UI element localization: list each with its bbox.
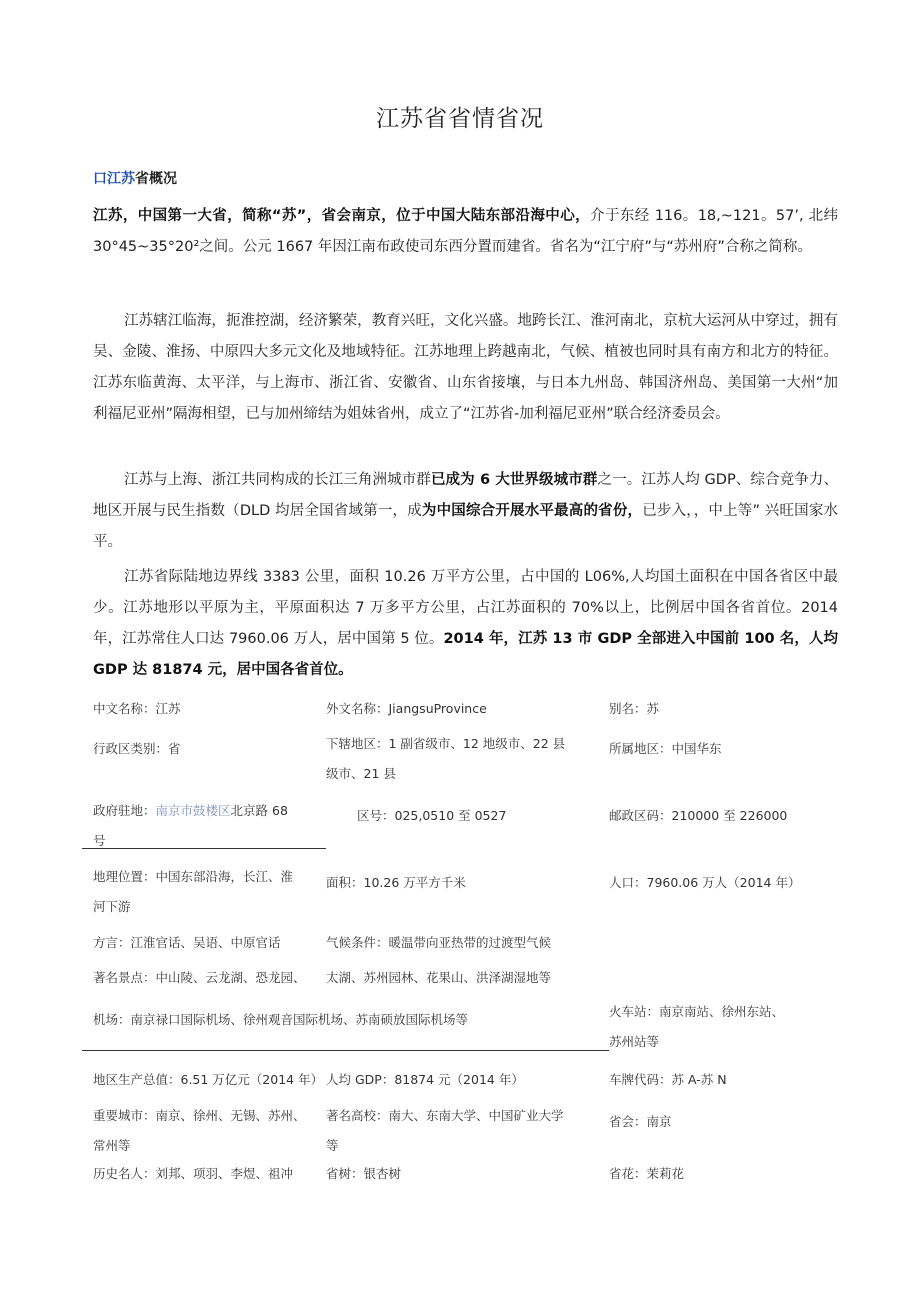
economy-d: 为中国综合开展水平最高的省份，	[421, 503, 643, 519]
gov-seat-rest: 北京路 68	[230, 803, 288, 818]
info-climate: 气候条件：暖温带向亚热带的过渡型气候	[326, 935, 552, 950]
gov-seat-label: 政府驻地：	[93, 803, 156, 818]
info-gov-seat-line2: 号	[93, 833, 106, 848]
paragraph-economy	[93, 465, 838, 558]
info-universities-2: 等	[326, 1138, 339, 1153]
info-figures: 历史名人：刘邦、项羽、李煜、祖冲	[93, 1166, 294, 1181]
info-alias: 别名：苏	[609, 701, 660, 716]
info-capital: 省会：南京	[609, 1114, 672, 1129]
intro-rest: 介于东经 116。18,~121。57’, 北纬 30°45~35°20²之间。公元 1667 年因江南布政使司东西分置而建省。省名为“江宁府”与“苏州府”合称之简称。	[93, 208, 838, 255]
paragraph-intro	[93, 201, 838, 263]
info-foreign-name: 外文名称：JiangsuProvince	[326, 701, 487, 716]
economy-c: 之一。江苏人均 GDP、综合竞争力、地区开展与民生指数（DLD 均居全国省域第一，成	[93, 472, 839, 519]
info-location-2: 河下游	[93, 899, 131, 914]
section-heading-prefix: 口江苏	[93, 171, 135, 187]
info-plate-code: 车牌代码：苏 A-苏 N	[609, 1072, 727, 1087]
info-area: 面积：10.26 万平方千米	[326, 875, 466, 890]
info-gdp: 地区生产总值：6.51 万亿元（2014 年）	[93, 1072, 324, 1087]
info-cities-2: 常州等	[93, 1138, 131, 1153]
paragraph-geography: 江苏辖江临海，扼淮控湖，经济繁荣，教育兴旺，文化兴盛。地跨长江、淮河南北，京杭大运河从中穿过，拥有吴、金陵、淮扬、中原四大多元文化及地域特征。江苏地理上跨越南北，气候、植被也同时具有南方和北方的特征。江苏东临黄海、太平洋，与上海市、浙江省、安徽省、山东省接壤，与日本九州岛、韩国济州岛、美国第一大州“加利福尼亚州”隔海相望，已与加州缔结为姐妹省州，成立了“江苏省-加利福尼亚州”联合经济委员会。	[93, 313, 838, 422]
intro-bold: 江苏，中国第一大省，简称“苏”，省会南京，位于中国大陆东部沿海中心，	[93, 208, 591, 224]
info-universities-1: 著名高校：南大、东南大学、中国矿业大学	[326, 1108, 564, 1123]
info-railway-1: 火车站：南京南站、徐州东站、	[609, 1004, 785, 1019]
info-sub-districts-2: 级市、21 县	[326, 766, 396, 781]
info-attractions-1: 著名景点：中山陵、云龙湖、恐龙园、	[93, 970, 306, 985]
page-title: 江苏省省情省况	[376, 106, 544, 132]
info-dialects: 方言：江淮官话、吴语、中原官话	[93, 935, 281, 950]
section-heading-suffix: 省概况	[135, 171, 177, 187]
economy-b: 已成为 6 大世界级城市群	[430, 472, 598, 488]
info-sub-districts-1: 下辖地区：1 副省级市、12 地级市、22 县	[326, 736, 566, 751]
info-area-code: 区号：025,0510 至 0527	[357, 808, 507, 823]
info-chinese-name: 中文名称：江苏	[93, 701, 181, 716]
info-airports: 机场：南京禄口国际机场、徐州观音国际机场、苏南硕放国际机场等	[93, 1012, 469, 1027]
info-population: 人口：7960.06 万人（2014 年）	[609, 875, 801, 890]
table-rule	[82, 848, 326, 849]
info-tree: 省树：银杏树	[326, 1166, 402, 1181]
info-gdp-per-capita: 人均 GDP：81874 元（2014 年）	[326, 1072, 524, 1087]
territory-a: 江苏省际陆地边界线 3383 公里，面积 10.26 万平方公里，占中国的 L06%,人均国土面积在中国各省区中最少。江苏地形以平原为主，平原面积达 7 万多平方公里，占江苏面积的 70%以上，比例居中国各省首位。2014 年，江苏常住人口达 7960.06 万人，居中国第 5 位。	[93, 569, 838, 647]
info-gov-seat	[93, 795, 288, 826]
economy-a: 江苏与上海、浙江共同构成的长江三角洲城市群	[124, 472, 431, 488]
info-cities-1: 重要城市：南京、徐州、无锡、苏州、	[93, 1108, 306, 1123]
info-attractions-2: 太湖、苏州园林、花果山、洪泽湖湿地等	[326, 970, 552, 985]
info-flower: 省花：茉莉花	[609, 1166, 685, 1181]
territory-b: 2014 年，江苏 13 市 GDP 全部进入中国前 100 名，人均 GDP 达 81874 元，居中国各省首位。	[93, 631, 839, 678]
table-rule	[82, 1050, 609, 1051]
info-admin-type: 行政区类别：省	[93, 741, 181, 756]
info-region: 所属地区：中国华东	[609, 741, 722, 756]
info-railway-2: 苏州站等	[609, 1034, 660, 1049]
paragraph-territory	[93, 562, 838, 686]
section-heading	[93, 168, 177, 188]
info-location-1: 地理位置：中国东部沿海，长江、淮	[93, 869, 294, 884]
gov-seat-link[interactable]: 南京市鼓楼区	[155, 803, 231, 818]
economy-e: 已步入，，中上等” 兴旺国家水平。	[93, 503, 839, 550]
info-postal-code: 邮政区码：210000 至 226000	[609, 808, 788, 823]
